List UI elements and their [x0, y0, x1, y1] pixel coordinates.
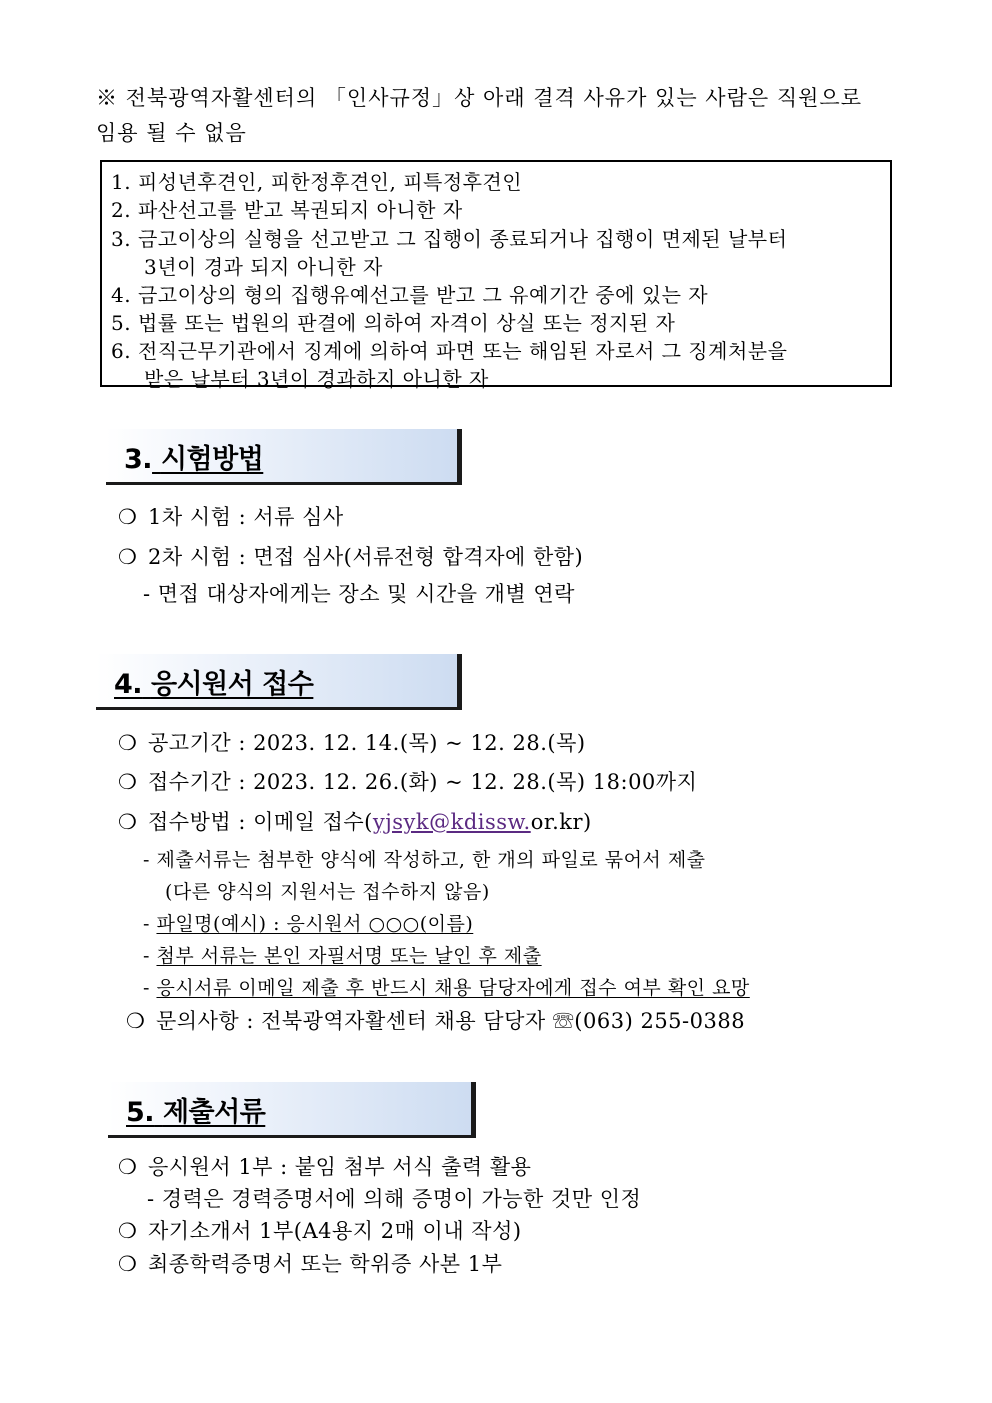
circle-bullet-icon: ❍ — [118, 731, 138, 755]
sec4-inquiry: ❍ 문의사항 : 전북광역자활센터 채용 담당자 ☏(063) 255-0388 — [126, 1009, 746, 1033]
section-4-header — [96, 654, 462, 710]
circle-bullet-icon: ❍ — [118, 545, 138, 569]
sec4-note-4: - 응시서류 이메일 제출 후 반드시 채용 담당자에게 접수 여부 확인 요망 — [143, 977, 750, 999]
disq-item-3: 3. 금고이상의 실형을 선고받고 그 집행이 종료되거나 집행이 면제된 날부터 — [111, 227, 788, 251]
sec4-note-1-cont: (다른 양식의 지원서는 접수하지 않음) — [165, 881, 490, 903]
disq-item-2: 2. 파산선고를 받고 복권되지 아니한 자 — [111, 198, 463, 222]
sec4-method: ❍ 접수방법 : 이메일 접수(yjsyk@kdissw.or.kr) — [118, 810, 592, 834]
notice-line-1: ※ 전북광역자활센터의 「인사규정」상 아래 결격 사유가 있는 사람은 직원으로 — [96, 86, 862, 110]
disq-item-6-cont: 받은 날부터 3년이 경과하지 아니한 자 — [144, 367, 489, 391]
circle-bullet-icon: ❍ — [118, 1219, 138, 1243]
sec4-period: ❍ 공고기간 : 2023. 12. 14.(목) ~ 12. 28.(목) — [118, 731, 586, 755]
section-4-title: 4. 응시원서 접수 — [114, 669, 314, 700]
circle-bullet-icon: ❍ — [118, 1252, 138, 1276]
sec3-item-2: ❍ 2차 시험 : 면접 심사(서류전형 합격자에 한함) — [118, 545, 584, 569]
sec4-note-1: - 제출서류는 첨부한 양식에 작성하고, 한 개의 파일로 묶어서 제출 — [143, 849, 706, 871]
circle-bullet-icon: ❍ — [118, 1155, 138, 1179]
circle-bullet-icon: ❍ — [118, 505, 138, 529]
disq-item-6: 6. 전직근무기관에서 징계에 의하여 파면 또는 해임된 자로서 그 징계처분을 — [111, 339, 788, 363]
sec5-item-2: ❍ 자기소개서 1부(A4용지 2매 이내 작성) — [118, 1219, 522, 1243]
sec4-receipt: ❍ 접수기간 : 2023. 12. 26.(화) ~ 12. 28.(목) 18:00까지 — [118, 770, 698, 794]
notice-line-2: 임용 될 수 없음 — [96, 121, 247, 145]
email-link[interactable]: yjsyk@kdissw. — [372, 810, 531, 834]
disqualification-box — [100, 160, 892, 391]
sec3-item-1: ❍ 1차 시험 : 서류 심사 — [118, 505, 344, 529]
section-3-title: 3. 시험방법 — [124, 444, 264, 475]
section-5-header — [108, 1082, 476, 1138]
sec3-sub-note: - 면접 대상자에게는 장소 및 시간을 개별 연락 — [143, 582, 575, 606]
circle-bullet-icon: ❍ — [118, 770, 138, 794]
section-3-header — [106, 429, 462, 485]
section-5-title: 5. 제출서류 — [126, 1097, 266, 1128]
sec5-item-1: ❍ 응시원서 1부 : 붙임 첨부 서식 출력 활용 — [118, 1155, 532, 1179]
sec4-note-2: - 파일명(예시) : 응시원서 ○○○(이름) — [143, 913, 474, 935]
disq-item-4: 4. 금고이상의 형의 집행유예선고를 받고 그 유예기간 중에 있는 자 — [111, 283, 709, 307]
sec5-item-3: ❍ 최종학력증명서 또는 학위증 사본 1부 — [118, 1252, 503, 1276]
sec4-note-3: - 첨부 서류는 본인 자필서명 또는 날인 후 제출 — [143, 945, 542, 967]
disq-item-5: 5. 법률 또는 법원의 판결에 의하여 자격이 상실 또는 정지된 자 — [111, 311, 676, 335]
disq-item-1: 1. 피성년후견인, 피한정후견인, 피특정후견인 — [111, 170, 523, 194]
circle-bullet-icon: ❍ — [126, 1009, 146, 1033]
disq-item-3-cont: 3년이 경과 되지 아니한 자 — [144, 255, 383, 279]
circle-bullet-icon: ❍ — [118, 810, 138, 834]
sec5-sub-note: - 경력은 경력증명서에 의해 증명이 가능한 것만 인정 — [147, 1187, 642, 1211]
